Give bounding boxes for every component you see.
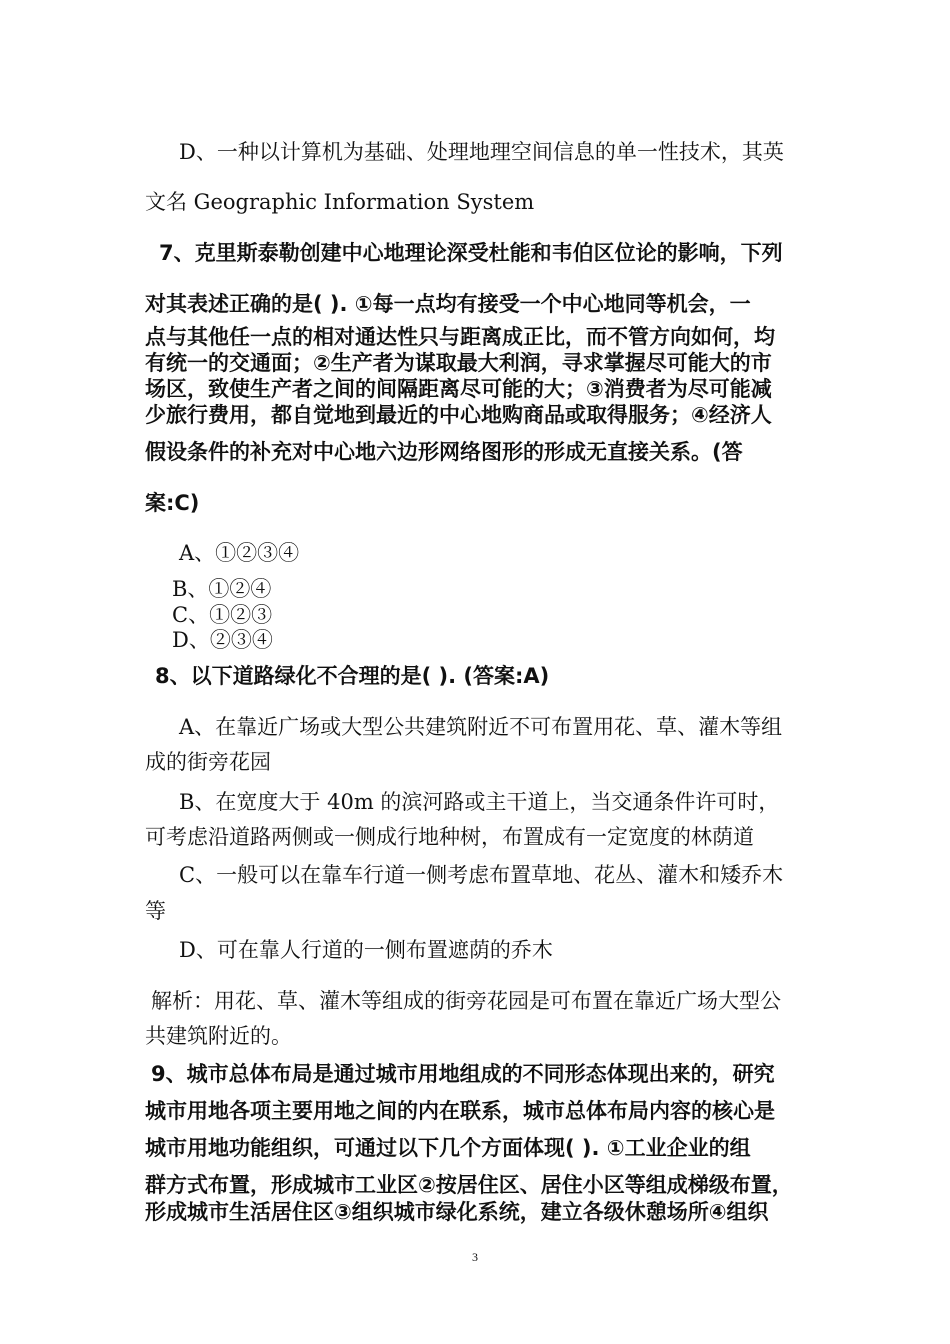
q9-stem-line2: 城市用地各项主要用地之间的内在联系，城市总体布局内容的核心是: [145, 1099, 775, 1123]
q6-option-d-line1: D、一种以计算机为基础、处理地理空间信息的单一性技术，其英: [179, 140, 784, 164]
q8-stem: 8、以下道路绿化不合理的是( ). (答案:A): [155, 664, 550, 688]
q9-stem-line1: 9、城市总体布局是通过城市用地组成的不同形态体现出来的，研究: [151, 1062, 775, 1086]
q8-option-b-line1: B、在宽度大于 40m 的滨河路或主干道上，当交通条件许可时，: [179, 790, 780, 814]
q8-option-b-line2: 可考虑沿道路两侧或一侧成行地种树，布置成有一定宽度的林荫道: [145, 825, 754, 849]
q7-stem-line7: 假设条件的补充对中心地六边形网络图形的形成无直接关系。(答: [145, 440, 743, 464]
q9-stem-line4: 群方式布置，形成城市工业区②按居住区、居住小区等组成梯级布置，: [145, 1173, 793, 1197]
q8-option-d: D、可在靠人行道的一侧布置遮荫的乔木: [179, 938, 553, 962]
q6-option-d-line2: 文名 Geographic Information System: [145, 190, 535, 214]
q8-option-a-line1: A、在靠近广场或大型公共建筑附近不可布置用花、草、灌木等组: [179, 715, 783, 739]
q7-stem-line8: 案:C): [145, 491, 200, 515]
q8-option-c-line2: 等: [145, 899, 166, 923]
q7-option-d: D、②③④: [172, 628, 273, 652]
q8-analysis-line1: 解析：用花、草、灌木等组成的街旁花园是可布置在靠近广场大型公: [151, 989, 781, 1013]
q9-stem-line5: 形成城市生活居住区③组织城市绿化系统，建立各级休憩场所④组织: [145, 1200, 769, 1224]
q9-stem-line3: 城市用地功能组织，可通过以下几个方面体现( ). ①工业企业的组: [145, 1136, 751, 1160]
q7-stem-line3: 点与其他任一点的相对通达性只与距离成正比，而不管方向如何，均: [145, 325, 775, 349]
page-number: 3: [472, 1250, 478, 1264]
q7-option-b: B、①②④: [172, 577, 272, 601]
q7-stem-line1: 7、克里斯泰勒创建中心地理论深受杜能和韦伯区位论的影响，下列: [159, 241, 783, 265]
q7-option-c: C、①②③: [172, 603, 273, 627]
q7-stem-line4: 有统一的交通面；②生产者为谋取最大利润，寻求掌握尽可能大的市: [145, 351, 772, 375]
q8-option-a-line2: 成的街旁花园: [145, 750, 271, 774]
q8-option-c-line1: C、一般可以在靠车行道一侧考虑布置草地、花丛、灌木和矮乔木: [179, 863, 784, 887]
q7-stem-line6: 少旅行费用，都自觉地到最近的中心地购商品或取得服务；④经济人: [145, 403, 772, 427]
q8-analysis-line2: 共建筑附近的。: [145, 1024, 292, 1048]
q7-option-a: A、①②③④: [179, 541, 300, 565]
q7-stem-line5: 场区，致使生产者之间的间隔距离尽可能的大；③消费者为尽可能减: [145, 377, 772, 401]
q7-stem-line2: 对其表述正确的是( ). ①每一点均有接受一个中心地同等机会，一: [145, 292, 751, 316]
